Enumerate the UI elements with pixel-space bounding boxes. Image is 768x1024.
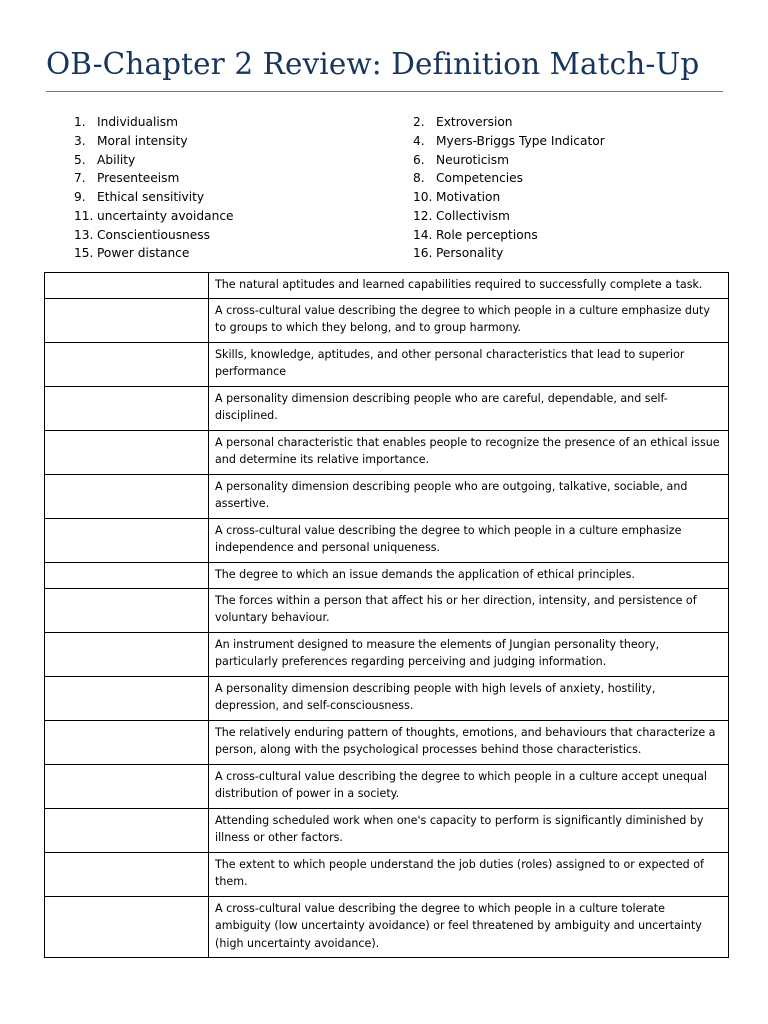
term-number: 7. — [74, 171, 86, 186]
answer-cell[interactable] — [45, 387, 209, 431]
term-item — [74, 207, 234, 226]
answer-cell[interactable] — [45, 721, 209, 765]
answer-cell[interactable] — [45, 519, 209, 563]
table-row — [45, 273, 729, 299]
term-label: Presenteeism — [97, 171, 180, 186]
term-label: Moral intensity — [97, 133, 188, 148]
term-number: 11. — [74, 208, 94, 223]
title-divider — [46, 91, 723, 92]
term-list-left — [74, 113, 234, 263]
answer-cell[interactable] — [45, 273, 209, 299]
term-label: Extroversion — [436, 115, 513, 129]
table-row — [45, 387, 729, 431]
term-item — [413, 207, 605, 226]
term-number: 16. — [413, 246, 433, 261]
table-row — [45, 431, 729, 475]
definition-cell: The degree to which an issue demands the application of ethical principles. — [209, 563, 729, 589]
term-label: uncertainty avoidance — [97, 208, 234, 223]
answer-cell[interactable] — [45, 589, 209, 633]
definition-cell: Skills, knowledge, aptitudes, and other personal characteristics that lead to superior performance — [209, 343, 729, 387]
term-number: 1. — [74, 115, 86, 129]
answer-cell[interactable] — [45, 563, 209, 589]
term-label: Ethical sensitivity — [97, 190, 205, 204]
term-number: 14. — [413, 227, 433, 242]
term-list-right — [413, 113, 605, 263]
term-label: Individualism — [97, 115, 178, 129]
term-number: 3. — [74, 133, 86, 148]
term-number: 8. — [413, 171, 425, 186]
term-number: 2. — [413, 115, 425, 129]
definition-cell: The extent to which people understand the job duties (roles) assigned to or expected of them. — [209, 853, 729, 897]
term-label: Power distance — [97, 246, 190, 261]
table-row — [45, 765, 729, 809]
page-title: OB-Chapter 2 Review: Definition Match-Up — [46, 47, 700, 81]
term-item — [413, 188, 605, 207]
term-label: Ability — [97, 152, 136, 167]
answer-cell[interactable] — [45, 897, 209, 958]
term-number: 5. — [74, 152, 86, 167]
table-row — [45, 633, 729, 677]
answer-cell[interactable] — [45, 475, 209, 519]
answer-cell[interactable] — [45, 677, 209, 721]
term-label: Neuroticism — [436, 152, 510, 167]
term-label: Personality — [436, 246, 504, 261]
term-item — [74, 244, 234, 263]
table-row — [45, 475, 729, 519]
table-row — [45, 809, 729, 853]
table-row — [45, 343, 729, 387]
table-row — [45, 519, 729, 563]
table-row — [45, 563, 729, 589]
table-row — [45, 897, 729, 958]
definition-cell: A personal characteristic that enables people to recognize the presence of an ethical issue and determine its relative importance. — [209, 431, 729, 475]
answer-cell[interactable] — [45, 765, 209, 809]
definition-cell: A personality dimension describing people who are outgoing, talkative, sociable, and assertive. — [209, 475, 729, 519]
term-item — [74, 132, 234, 151]
term-label: Conscientiousness — [97, 227, 210, 242]
table-row — [45, 853, 729, 897]
term-number: 4. — [413, 133, 425, 148]
term-label: Competencies — [436, 171, 524, 186]
answer-cell[interactable] — [45, 299, 209, 343]
term-item — [74, 188, 234, 207]
term-item — [413, 151, 605, 170]
term-number: 9. — [74, 190, 86, 204]
term-item — [413, 113, 605, 132]
definition-cell: A cross-cultural value describing the degree to which people in a culture emphasize independence and personal uniqueness. — [209, 519, 729, 563]
answer-cell[interactable] — [45, 633, 209, 677]
table-row — [45, 677, 729, 721]
term-label: Role perceptions — [436, 227, 538, 242]
definition-cell: The natural aptitudes and learned capabilities required to successfully complete a task. — [209, 273, 729, 299]
term-item — [413, 132, 605, 151]
term-number: 15. — [74, 246, 94, 261]
table-row — [45, 721, 729, 765]
term-item — [74, 151, 234, 170]
definition-cell: The forces within a person that affect his or her direction, intensity, and persistence of voluntary behaviour. — [209, 589, 729, 633]
term-label: Collectivism — [436, 208, 510, 223]
table-row — [45, 589, 729, 633]
term-number: 10. — [413, 190, 433, 204]
definition-cell: A cross-cultural value describing the degree to which people in a culture accept unequal distribution of power in a society. — [209, 765, 729, 809]
definition-match-table — [44, 272, 729, 958]
term-item — [413, 244, 605, 263]
term-item — [74, 226, 234, 245]
answer-cell[interactable] — [45, 853, 209, 897]
definition-cell: A cross-cultural value describing the degree to which people in a culture emphasize duty to groups to which they belong, and to group harmony. — [209, 299, 729, 343]
term-item — [74, 113, 234, 132]
term-item — [413, 169, 605, 188]
answer-cell[interactable] — [45, 343, 209, 387]
term-label: Myers-Briggs Type Indicator — [436, 133, 605, 148]
term-label: Motivation — [436, 190, 501, 204]
answer-cell[interactable] — [45, 431, 209, 475]
term-item — [413, 226, 605, 245]
table-row — [45, 299, 729, 343]
answer-cell[interactable] — [45, 809, 209, 853]
definition-cell: The relatively enduring pattern of thoughts, emotions, and behaviours that characterize a person, along with the psychological processes behind those characteristics. — [209, 721, 729, 765]
term-number: 13. — [74, 227, 94, 242]
definition-cell: A cross-cultural value describing the degree to which people in a culture tolerate ambiguity (low uncertainty avoidance) or feel threatened by ambiguity and uncertainty (high uncertainty avoidance). — [209, 897, 729, 958]
definition-cell: A personality dimension describing people who are careful, dependable, and self-disciplined. — [209, 387, 729, 431]
definition-cell: Attending scheduled work when one's capacity to perform is significantly diminished by illness or other factors. — [209, 809, 729, 853]
definition-cell: A personality dimension describing people with high levels of anxiety, hostility, depression, and self-consciousness. — [209, 677, 729, 721]
term-number: 12. — [413, 208, 433, 223]
term-number: 6. — [413, 152, 425, 167]
term-item — [74, 169, 234, 188]
definition-cell: An instrument designed to measure the elements of Jungian personality theory, particularly preferences regarding perceiving and judging information. — [209, 633, 729, 677]
